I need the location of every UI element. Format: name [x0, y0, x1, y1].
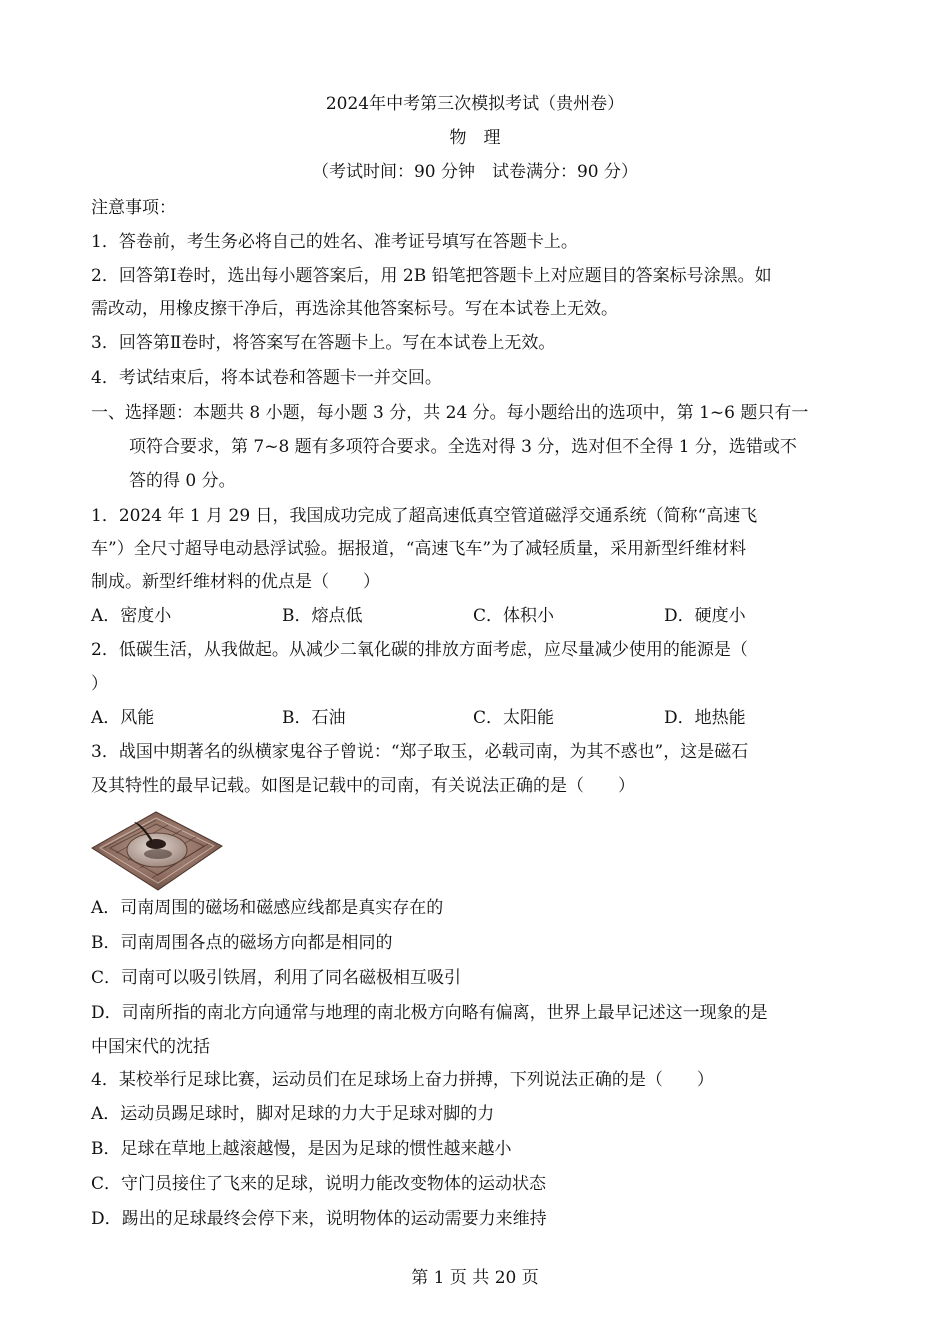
section-heading: 一、选择题：本题共 8 小题，每小题 3 分，共 24 分。每小题给出的选项中，第 1~6 题只有一 [91, 403, 809, 423]
question-2-stem: 2．低碳生活，从我做起。从减少二氧化碳的排放方面考虑，应尽量减少使用的能源是（ [91, 640, 748, 660]
notice-heading: 注意事项： [91, 198, 176, 218]
section-heading-cont: 答的得 0 分。 [129, 471, 236, 491]
notice-item: 2．回答第Ⅰ卷时，选出每小题答案后，用 2B 铅笔把答题卡上对应题目的答案标号涂黑。如 [91, 266, 772, 286]
question-2-option-b: B．石油 [282, 708, 346, 728]
question-1-option-a: A．密度小 [91, 606, 172, 626]
question-3-stem: 3．战国中期著名的纵横家鬼谷子曾说：“郑子取玉，必载司南，为其不惑也”，这是磁石 [91, 742, 749, 762]
notice-item: 4．考试结束后，将本试卷和答题卡一并交回。 [91, 368, 442, 388]
question-3-stem: 及其特性的最早记载。如图是记载中的司南，有关说法正确的是（ ） [91, 776, 635, 796]
question-1-stem: 1．2024 年 1 月 29 日，我国成功完成了超高速低真空管道磁浮交通系统（简称“高速飞 [91, 506, 758, 526]
question-2-option-a: A．风能 [91, 708, 155, 728]
question-4-option-b: B．足球在草地上越滚越慢，是因为足球的惯性越来越小 [91, 1139, 512, 1159]
page-footer: 第 1 页 共 20 页 [411, 1268, 539, 1288]
notice-item: 1．答卷前，考生务必将自己的姓名、准考证号填写在答题卡上。 [91, 232, 578, 252]
question-1-option-c: C．体积小 [473, 606, 555, 626]
question-3-option-b: B．司南周围各点的磁场方向都是相同的 [91, 933, 393, 953]
question-2-stem: ） [91, 674, 108, 694]
question-2-option-d: D．地热能 [664, 708, 746, 728]
exam-info: （考试时间：90 分钟 试卷满分：90 分） [311, 162, 639, 182]
question-3-option-c: C．司南可以吸引铁屑，利用了同名磁极相互吸引 [91, 968, 462, 988]
notice-item: 3．回答第Ⅱ卷时，将答案写在答题卡上。写在本试卷上无效。 [91, 333, 556, 353]
question-1-stem: 车”）全尺寸超导电动悬浮试验。据报道，“高速飞车”为了减轻质量，采用新型纤维材料 [91, 539, 747, 559]
exam-title: 2024年中考第三次模拟考试（贵州卷） [325, 94, 625, 114]
question-1-stem: 制成。新型纤维材料的优点是（ ） [91, 572, 380, 592]
question-2-option-c: C．太阳能 [473, 708, 555, 728]
question-4-option-d: D．踢出的足球最终会停下来，说明物体的运动需要力来维持 [91, 1209, 547, 1229]
sinan-compass-figure [90, 806, 224, 892]
question-3-option-a: A．司南周围的磁场和磁感应线都是真实存在的 [91, 898, 444, 918]
question-4-option-a: A．运动员踢足球时，脚对足球的力大于足球对脚的力 [91, 1104, 495, 1124]
notice-item: 需改动，用橡皮擦干净后，再选涂其他答案标号。写在本试卷上无效。 [91, 299, 618, 319]
question-1-option-d: D．硬度小 [664, 606, 746, 626]
subject-title: 物 理 [449, 128, 501, 148]
section-heading-cont: 项符合要求，第 7~8 题有多项符合要求。全选对得 3 分，选对但不全得 1 分，选错或不 [129, 437, 797, 457]
question-1-option-b: B．熔点低 [282, 606, 363, 626]
question-3-option-d-cont: 中国宋代的沈括 [91, 1037, 210, 1057]
question-4-option-c: C．守门员接住了飞来的足球，说明力能改变物体的运动状态 [91, 1174, 547, 1194]
question-3-option-d: D．司南所指的南北方向通常与地理的南北极方向略有偏离，世界上最早记述这一现象的是 [91, 1003, 768, 1023]
question-4-stem: 4．某校举行足球比赛，运动员们在足球场上奋力拼搏，下列说法正确的是（ ） [91, 1070, 714, 1090]
